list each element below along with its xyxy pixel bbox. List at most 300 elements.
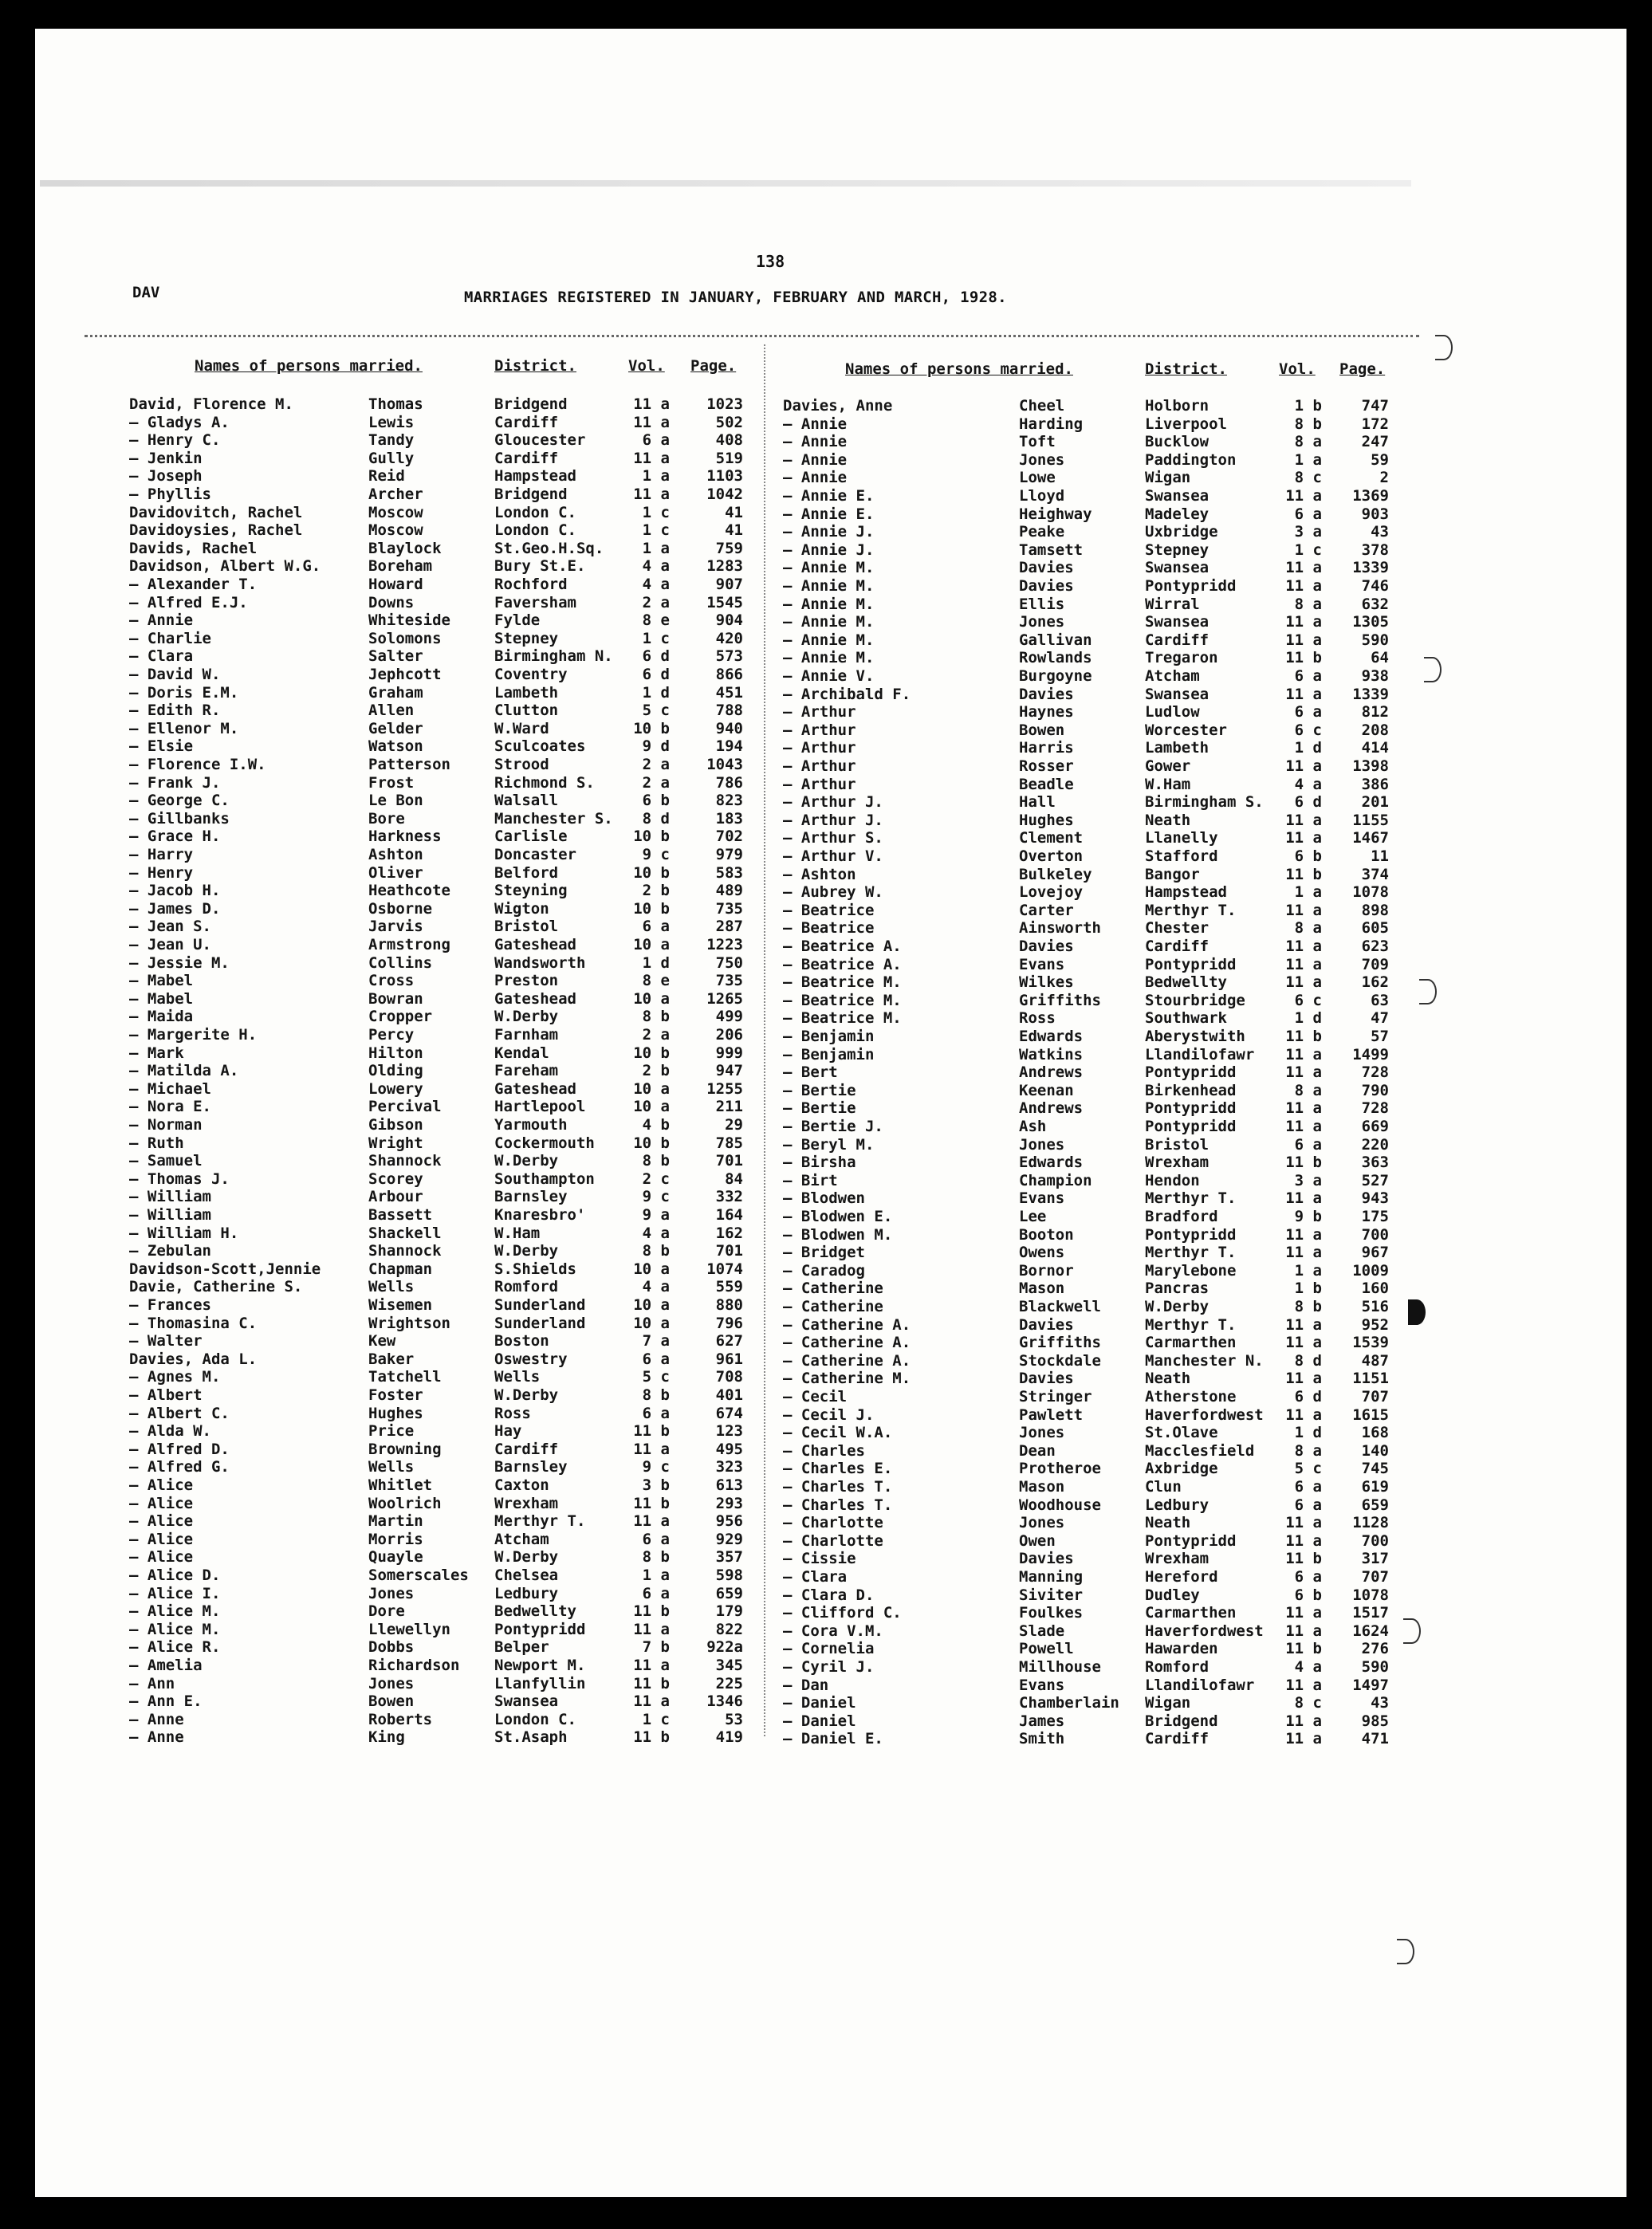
entry-district: London C. bbox=[494, 503, 576, 521]
entry-vol: 2 a bbox=[642, 773, 670, 792]
entry-vol: 9 d bbox=[642, 737, 670, 756]
entry-name: — Samuel bbox=[129, 1152, 203, 1170]
entry-vol: 11 a bbox=[1285, 1405, 1322, 1424]
entry-district: Cardiff bbox=[494, 413, 559, 431]
register-entry bbox=[0, 1352, 1652, 1370]
entry-vol: 8 a bbox=[1294, 1441, 1322, 1460]
entry-spouse: Powell bbox=[1019, 1640, 1074, 1658]
entry-name: — Nora E. bbox=[129, 1098, 211, 1116]
register-entry bbox=[0, 1586, 1652, 1604]
entry-spouse: Downs bbox=[368, 593, 415, 611]
register-entry bbox=[0, 1244, 1652, 1261]
entry-spouse: Lowery bbox=[368, 1079, 423, 1098]
entry-name: — Catherine bbox=[783, 1280, 883, 1298]
entry-spouse: Harding bbox=[1019, 415, 1084, 433]
entry-district: Hartlepool bbox=[494, 1098, 586, 1116]
binder-hole bbox=[1435, 335, 1453, 360]
entry-district: Manchester S. bbox=[494, 809, 613, 828]
entry-vol: 6 a bbox=[642, 918, 670, 936]
entry-vol: 8 e bbox=[642, 611, 670, 630]
entry-spouse: Gallivan bbox=[1019, 631, 1092, 649]
entry-name: — Albert C. bbox=[129, 1404, 230, 1422]
entry-page: 559 bbox=[715, 1278, 743, 1296]
entry-vol: 8 d bbox=[1294, 1351, 1322, 1370]
register-entry bbox=[0, 505, 1652, 523]
header-divider bbox=[85, 335, 1419, 337]
entry-district: Holborn bbox=[1145, 397, 1210, 415]
entry-spouse: Owens bbox=[1019, 1244, 1065, 1262]
entry-district: Pontypridd bbox=[494, 1620, 586, 1638]
entry-spouse: Edwards bbox=[1019, 1154, 1084, 1172]
entry-name: — Annie bbox=[783, 469, 848, 487]
entry-vol: 8 c bbox=[1294, 469, 1322, 487]
entry-vol: 9 c bbox=[642, 846, 670, 863]
entry-vol: 11 a bbox=[1285, 938, 1322, 955]
entry-spouse: Scorey bbox=[368, 1170, 423, 1188]
entry-name: — Alice bbox=[129, 1476, 194, 1494]
entry-vol: 11 a bbox=[1285, 1712, 1322, 1730]
entry-name: — Jenkin bbox=[129, 449, 203, 467]
entry-spouse: Harris bbox=[1019, 739, 1074, 757]
entry-page: 247 bbox=[1361, 433, 1389, 451]
entry-spouse: Bornor bbox=[1019, 1261, 1074, 1280]
entry-spouse: Wells bbox=[368, 1458, 415, 1476]
entry-district: Southwark bbox=[1145, 1009, 1227, 1028]
entry-district: W.Ward bbox=[494, 719, 549, 737]
entry-spouse: Ainsworth bbox=[1019, 919, 1101, 938]
entry-district: Fareham bbox=[494, 1062, 559, 1080]
entry-name: — Daniel bbox=[783, 1694, 856, 1712]
entry-name: — Ashton bbox=[783, 865, 856, 883]
entry-page: 929 bbox=[715, 1530, 743, 1548]
entry-page: 788 bbox=[715, 702, 743, 720]
entry-vol: 11 a bbox=[1285, 1189, 1322, 1208]
entry-district: London C. bbox=[494, 1710, 576, 1728]
entry-vol: 11 b bbox=[633, 1728, 670, 1747]
entry-spouse: Bore bbox=[368, 809, 405, 828]
entry-spouse: Peake bbox=[1019, 523, 1065, 541]
entry-page: 499 bbox=[715, 1008, 743, 1026]
entry-spouse: Cheel bbox=[1019, 397, 1065, 415]
entry-page: 750 bbox=[715, 953, 743, 972]
entry-page: 880 bbox=[715, 1296, 743, 1314]
register-entry bbox=[0, 1694, 1652, 1712]
entry-page: 1539 bbox=[1352, 1334, 1389, 1352]
entry-district: Haverfordwest bbox=[1145, 1405, 1264, 1424]
entry-vol: 11 a bbox=[1285, 811, 1322, 829]
entry-district: W.Derby bbox=[1145, 1298, 1210, 1315]
entry-spouse: Blackwell bbox=[1019, 1298, 1101, 1315]
entry-vol: 10 b bbox=[633, 1134, 670, 1152]
entry-district: Sculcoates bbox=[494, 737, 586, 756]
entry-spouse: Toft bbox=[1019, 433, 1056, 451]
entry-district: Belford bbox=[494, 863, 559, 882]
entry-name: — Alda W. bbox=[129, 1422, 211, 1441]
entry-name: — Annie M. bbox=[783, 577, 875, 595]
entry-spouse: Moscow bbox=[368, 503, 423, 521]
entry-vol: 11 b bbox=[633, 1422, 670, 1441]
entry-page: 1467 bbox=[1352, 829, 1389, 847]
entry-page: 29 bbox=[725, 1116, 743, 1134]
entry-name: — Alice bbox=[129, 1530, 194, 1548]
entry-name: — Cecil W.A. bbox=[783, 1424, 893, 1442]
entry-district: Worcester bbox=[1145, 721, 1227, 739]
entry-district: Gateshead bbox=[494, 989, 576, 1008]
entry-page: 175 bbox=[1361, 1208, 1389, 1225]
entry-spouse: Tatchell bbox=[368, 1368, 442, 1386]
entry-name: — Henry C. bbox=[129, 431, 221, 450]
entry-spouse: Booton bbox=[1019, 1225, 1074, 1244]
entry-name: — Cissie bbox=[783, 1550, 856, 1568]
entry-page: 225 bbox=[715, 1674, 743, 1692]
entry-name: — Aubrey W. bbox=[783, 883, 883, 902]
entry-name: Davids, Rachel bbox=[129, 539, 258, 557]
entry-spouse: Bassett bbox=[368, 1206, 433, 1224]
register-entry bbox=[0, 919, 1652, 937]
entry-page: 374 bbox=[1361, 865, 1389, 883]
entry-district: Southampton bbox=[494, 1170, 595, 1188]
entry-name: — Annie bbox=[783, 433, 848, 451]
entry-vol: 11 b bbox=[1285, 1028, 1322, 1045]
entry-page: 709 bbox=[1361, 955, 1389, 973]
entry-spouse: Bowran bbox=[368, 989, 423, 1008]
entry-district: Farnham bbox=[494, 1026, 559, 1044]
entry-vol: 10 a bbox=[633, 936, 670, 953]
entry-page: 487 bbox=[1361, 1351, 1389, 1370]
entry-spouse: Heighway bbox=[1019, 505, 1092, 523]
header-district: District. bbox=[1145, 360, 1227, 378]
entry-page: 796 bbox=[715, 1314, 743, 1332]
entry-vol: 11 a bbox=[633, 395, 670, 413]
entry-page: 164 bbox=[715, 1206, 743, 1224]
entry-spouse: Gully bbox=[368, 449, 415, 467]
entry-vol: 6 a bbox=[1294, 505, 1322, 523]
entry-spouse: Reid bbox=[368, 467, 405, 486]
entry-spouse: Le Bon bbox=[368, 792, 423, 810]
entry-name: Davidoysies, Rachel bbox=[129, 521, 303, 540]
entry-name: — William H. bbox=[129, 1224, 239, 1242]
entry-district: Llanelly bbox=[1145, 829, 1218, 847]
register-entry bbox=[0, 989, 1652, 1009]
entry-page: 420 bbox=[715, 629, 743, 647]
entry-spouse: Davies bbox=[1019, 1550, 1074, 1568]
entry-page: 1009 bbox=[1352, 1261, 1389, 1280]
entry-vol: 11 a bbox=[633, 1512, 670, 1531]
entry-district: Steyning bbox=[494, 882, 568, 900]
entry-name: — Annie J. bbox=[783, 541, 875, 559]
entry-spouse: Jephcott bbox=[368, 666, 442, 683]
register-entry bbox=[0, 1172, 1652, 1189]
entry-vol: 6 b bbox=[642, 792, 670, 810]
entry-vol: 10 a bbox=[633, 1260, 670, 1278]
entry-page: 1305 bbox=[1352, 613, 1389, 631]
register-entry bbox=[0, 863, 1652, 883]
entry-page: 489 bbox=[715, 882, 743, 900]
entry-name: David, Florence M. bbox=[129, 395, 293, 413]
entry-page: 84 bbox=[725, 1170, 743, 1188]
entry-page: 516 bbox=[1361, 1298, 1389, 1315]
entry-page: 1023 bbox=[706, 395, 743, 413]
entry-spouse: Lowe bbox=[1019, 469, 1056, 487]
entry-district: Swansea bbox=[1145, 685, 1210, 703]
entry-name: — Alice I. bbox=[129, 1584, 221, 1602]
entry-spouse: Slade bbox=[1019, 1622, 1065, 1640]
entry-district: Pontypridd bbox=[1145, 1099, 1237, 1118]
entry-vol: 6 a bbox=[642, 1530, 670, 1548]
entry-page: 613 bbox=[715, 1476, 743, 1494]
entry-vol: 6 a bbox=[642, 1584, 670, 1602]
entry-spouse: Mason bbox=[1019, 1478, 1065, 1496]
entry-page: 746 bbox=[1361, 577, 1389, 595]
entry-district: Swansea bbox=[1145, 559, 1210, 577]
entry-spouse: Andrews bbox=[1019, 1099, 1084, 1118]
entry-page: 674 bbox=[715, 1404, 743, 1422]
entry-page: 1615 bbox=[1352, 1405, 1389, 1424]
entry-page: 583 bbox=[715, 863, 743, 882]
entry-vol: 11 a bbox=[1285, 973, 1322, 992]
entry-district: Pontypridd bbox=[1145, 1531, 1237, 1550]
entry-name: Davie, Catherine S. bbox=[129, 1278, 303, 1296]
entry-name: — Alice bbox=[129, 1512, 194, 1531]
entry-name: — Arthur S. bbox=[783, 829, 883, 847]
entry-page: 11 bbox=[1371, 847, 1389, 865]
entry-district: Cardiff bbox=[494, 1440, 559, 1458]
entry-page: 162 bbox=[715, 1224, 743, 1242]
entry-district: W.Derby bbox=[494, 1242, 559, 1260]
entry-name: — Ruth bbox=[129, 1134, 184, 1152]
register-title: MARRIAGES REGISTERED IN JANUARY, FEBRUARY AND MARCH, 1928. bbox=[464, 289, 1007, 306]
entry-spouse: Rosser bbox=[1019, 757, 1074, 775]
entry-district: St.Asaph bbox=[494, 1728, 568, 1747]
entry-district: Hendon bbox=[1145, 1171, 1200, 1189]
entry-district: Axbridge bbox=[1145, 1460, 1218, 1478]
entry-page: 123 bbox=[715, 1422, 743, 1441]
entry-page: 43 bbox=[1371, 1694, 1389, 1712]
entry-name: — Clara bbox=[129, 647, 194, 666]
entry-district: Hay bbox=[494, 1422, 522, 1441]
entry-page: 162 bbox=[1361, 973, 1389, 992]
entry-district: Strood bbox=[494, 756, 549, 773]
entry-page: 140 bbox=[1361, 1441, 1389, 1460]
entry-vol: 6 a bbox=[1294, 1568, 1322, 1586]
entry-name: — Catherine A. bbox=[783, 1334, 911, 1352]
entry-name: — Charlotte bbox=[783, 1514, 883, 1532]
entry-vol: 8 b bbox=[1294, 415, 1322, 433]
entry-district: Manchester N. bbox=[1145, 1351, 1264, 1370]
entry-vol: 2 c bbox=[642, 1170, 670, 1188]
entry-vol: 8 b bbox=[642, 1152, 670, 1170]
entry-spouse: Quayle bbox=[368, 1548, 423, 1567]
entry-page: 708 bbox=[715, 1368, 743, 1386]
register-entry bbox=[0, 469, 1652, 486]
entry-page: 1346 bbox=[706, 1692, 743, 1711]
entry-page: 1128 bbox=[1352, 1514, 1389, 1532]
entry-spouse: Hughes bbox=[1019, 811, 1074, 829]
entry-name: — Birsha bbox=[783, 1154, 856, 1172]
entry-district: Barnsley bbox=[494, 1458, 568, 1476]
entry-district: Swansea bbox=[494, 1692, 559, 1711]
entry-district: Dudley bbox=[1145, 1586, 1200, 1604]
entry-name: — Annie M. bbox=[783, 649, 875, 667]
entry-name: — Daniel bbox=[783, 1712, 856, 1730]
entry-page: 502 bbox=[715, 413, 743, 431]
entry-page: 363 bbox=[1361, 1154, 1389, 1172]
entry-vol: 11 a bbox=[633, 1620, 670, 1638]
entry-spouse: Foulkes bbox=[1019, 1604, 1084, 1622]
entry-vol: 10 a bbox=[633, 1314, 670, 1332]
entry-spouse: Dore bbox=[368, 1602, 405, 1621]
entry-district: W.Derby bbox=[494, 1152, 559, 1170]
entry-district: Doncaster bbox=[494, 846, 576, 863]
entry-page: 669 bbox=[1361, 1118, 1389, 1135]
entry-vol: 8 b bbox=[642, 1386, 670, 1404]
entry-vol: 11 a bbox=[1285, 1099, 1322, 1118]
entry-district: Romford bbox=[494, 1278, 559, 1296]
entry-vol: 1 c bbox=[642, 1710, 670, 1728]
entry-vol: 8 e bbox=[642, 972, 670, 990]
entry-page: 168 bbox=[1361, 1424, 1389, 1442]
entry-page: 194 bbox=[715, 737, 743, 756]
entry-spouse: Solomons bbox=[368, 629, 442, 647]
entry-spouse: Griffiths bbox=[1019, 991, 1101, 1009]
entry-page: 1223 bbox=[706, 936, 743, 953]
entry-spouse: Hall bbox=[1019, 793, 1056, 812]
entry-page: 317 bbox=[1361, 1550, 1389, 1568]
register-entry bbox=[0, 1136, 1652, 1154]
entry-vol: 6 a bbox=[642, 431, 670, 450]
entry-page: 1255 bbox=[706, 1079, 743, 1098]
entry-name: — Annie V. bbox=[783, 667, 875, 685]
entry-name: — Annie bbox=[783, 415, 848, 433]
entry-spouse: Moscow bbox=[368, 521, 423, 540]
entry-district: Carmarthen bbox=[1145, 1334, 1237, 1352]
entry-page: 1103 bbox=[706, 467, 743, 486]
entry-name: — Florence I.W. bbox=[129, 756, 266, 773]
entry-page: 64 bbox=[1371, 649, 1389, 667]
entry-vol: 11 a bbox=[1285, 901, 1322, 919]
entry-spouse: Blaylock bbox=[368, 539, 442, 557]
entry-name: — Arthur bbox=[783, 703, 856, 721]
entry-vol: 2 b bbox=[642, 1062, 670, 1080]
entry-district: W.Derby bbox=[494, 1008, 559, 1026]
register-entry bbox=[0, 1568, 1652, 1586]
entry-page: 495 bbox=[715, 1440, 743, 1458]
entry-page: 408 bbox=[715, 431, 743, 450]
entry-vol: 4 a bbox=[642, 1278, 670, 1296]
entry-spouse: Davies bbox=[1019, 577, 1074, 595]
entry-vol: 4 a bbox=[1294, 775, 1322, 793]
entry-page: 952 bbox=[1361, 1315, 1389, 1334]
entry-name: — Blodwen E. bbox=[783, 1208, 893, 1225]
entry-name: — Birt bbox=[783, 1171, 838, 1189]
entry-spouse: Jones bbox=[368, 1674, 415, 1692]
register-entry bbox=[0, 1442, 1652, 1460]
entry-page: 1074 bbox=[706, 1260, 743, 1278]
entry-district: Liverpool bbox=[1145, 415, 1227, 433]
binder-hole bbox=[1397, 1939, 1414, 1964]
register-entry bbox=[0, 523, 1652, 541]
entry-spouse: Burgoyne bbox=[1019, 667, 1092, 685]
register-entry bbox=[0, 1388, 1652, 1405]
entry-name: — James D. bbox=[129, 899, 221, 918]
entry-name: — Elsie bbox=[129, 737, 194, 756]
entry-district: Bristol bbox=[1145, 1135, 1210, 1154]
entry-page: 1042 bbox=[706, 486, 743, 503]
entry-name: — Charles E. bbox=[783, 1460, 893, 1478]
entry-district: Sunderland bbox=[494, 1314, 586, 1332]
entry-spouse: Siviter bbox=[1019, 1586, 1084, 1604]
entry-district: Preston bbox=[494, 972, 559, 990]
entry-page: 206 bbox=[715, 1026, 743, 1044]
entry-name: — William bbox=[129, 1188, 211, 1206]
entry-district: Hereford bbox=[1145, 1568, 1218, 1586]
entry-spouse: Martin bbox=[368, 1512, 423, 1531]
entry-page: 183 bbox=[715, 809, 743, 828]
entry-name: — Benjamin bbox=[783, 1045, 875, 1063]
entry-name: — Alice M. bbox=[129, 1602, 221, 1621]
entry-page: 519 bbox=[715, 449, 743, 467]
entry-name: — Cyril J. bbox=[783, 1658, 875, 1676]
entry-district: Llandilofawr bbox=[1145, 1045, 1255, 1063]
entry-name: — Caradog bbox=[783, 1261, 865, 1280]
entry-vol: 2 a bbox=[642, 756, 670, 773]
entry-name: — Anne bbox=[129, 1728, 184, 1747]
binder-hole bbox=[1419, 979, 1437, 1004]
entry-page: 598 bbox=[715, 1567, 743, 1584]
register-entry bbox=[0, 829, 1652, 847]
entry-spouse: Rowlands bbox=[1019, 649, 1092, 667]
entry-district: Wrexham bbox=[494, 1494, 559, 1512]
entry-spouse: Ashton bbox=[368, 846, 423, 863]
register-entry bbox=[0, 1189, 1652, 1207]
entry-district: Carlisle bbox=[494, 828, 568, 846]
entry-name: — Catherine A. bbox=[783, 1315, 911, 1334]
entry-vol: 11 a bbox=[633, 1440, 670, 1458]
entry-district: Pontypridd bbox=[1145, 955, 1237, 973]
entry-page: 357 bbox=[715, 1548, 743, 1567]
register-entry bbox=[0, 1550, 1652, 1567]
entry-name: — Harry bbox=[129, 846, 194, 863]
entry-page: 961 bbox=[715, 1350, 743, 1368]
entry-vol: 1 d bbox=[642, 953, 670, 972]
entry-spouse: Beadle bbox=[1019, 775, 1074, 793]
entry-district: Carmarthen bbox=[1145, 1604, 1237, 1622]
entry-page: 659 bbox=[715, 1584, 743, 1602]
entry-spouse: Woodhouse bbox=[1019, 1496, 1101, 1514]
entry-district: Ludlow bbox=[1145, 703, 1200, 721]
entry-district: Bedwellty bbox=[1145, 973, 1227, 992]
register-entry bbox=[0, 703, 1652, 721]
entry-district: Yarmouth bbox=[494, 1116, 568, 1134]
entry-name: — Blodwen M. bbox=[783, 1225, 893, 1244]
entry-district: Aberystwith bbox=[1145, 1028, 1245, 1045]
entry-vol: 1 c bbox=[642, 521, 670, 540]
entry-name: — Arthur J. bbox=[783, 811, 883, 829]
entry-spouse: Percy bbox=[368, 1026, 415, 1044]
entry-spouse: Stockdale bbox=[1019, 1351, 1101, 1370]
entry-vol: 3 a bbox=[1294, 1171, 1322, 1189]
entry-name: — Alfred E.J. bbox=[129, 593, 248, 611]
entry-district: Bridgend bbox=[494, 395, 568, 413]
entry-name: Davidson-Scott,Jennie bbox=[129, 1260, 321, 1278]
entry-page: 1078 bbox=[1352, 883, 1389, 902]
entry-district: Birkenhead bbox=[1145, 1081, 1237, 1099]
entry-vol: 6 b bbox=[1294, 1586, 1322, 1604]
entry-page: 700 bbox=[1361, 1531, 1389, 1550]
entry-vol: 11 a bbox=[1285, 1118, 1322, 1135]
entry-district: Boston bbox=[494, 1332, 549, 1350]
register-entry bbox=[0, 721, 1652, 739]
